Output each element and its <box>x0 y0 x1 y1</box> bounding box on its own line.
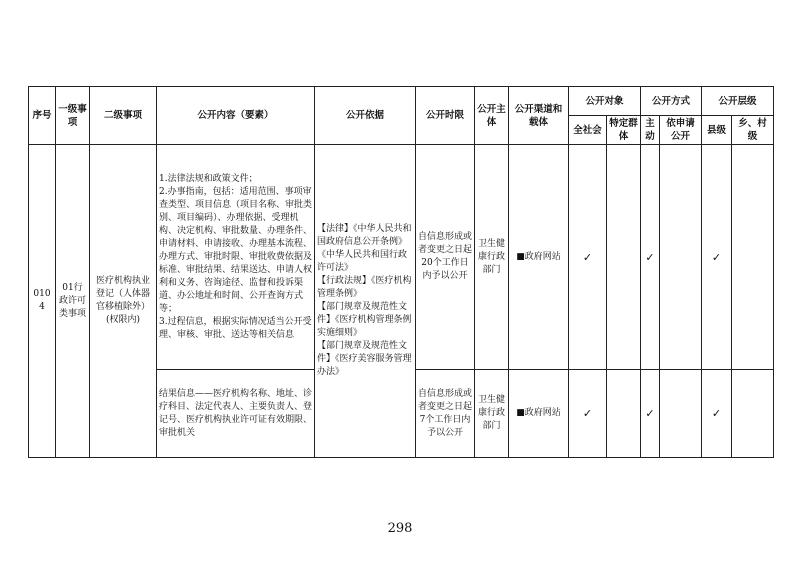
header-subject: 公开主体 <box>475 87 509 145</box>
cell-channel: ■政府网站 <box>509 145 569 370</box>
header-target-specific: 特定群体 <box>607 116 641 145</box>
cell-subject: 卫生健康行政部门 <box>475 145 509 370</box>
header-level: 公开层级 <box>702 87 774 116</box>
cell-apply <box>660 370 702 458</box>
cell-basis: 【法律】《中华人民共和国政府信息公开条例》《中华人民共和国行政许可法》 【行政法规】《医疗机构管理条例》 【部门规章及规范性文件】《医疗机构管理条例实施细则》 【部门规章及规范性文件】《医疗美容服务管理办法》 <box>315 145 416 458</box>
cell-specific <box>607 145 641 370</box>
header-time: 公开时限 <box>416 87 475 145</box>
page-number: 298 <box>387 521 413 536</box>
header-method-active: 主动 <box>641 116 660 145</box>
check-icon: ✓ <box>641 145 660 370</box>
table-row <box>29 145 774 370</box>
cell-time: 自信息形成或者变更之日起7个工作日内予以公开 <box>416 370 475 458</box>
header-target-all: 全社会 <box>569 116 607 145</box>
header-target: 公开对象 <box>569 87 641 116</box>
cell-content: 结果信息——医疗机构名称、地址、诊疗科目、法定代表人、主要负责人、登记号、医疗机构执业许可证有效期限、审批机关 <box>157 370 315 458</box>
cell-town <box>732 145 774 370</box>
cell-content: 1.法律法规和政策文件； 2.办事指南，包括：适用范围、事项审查类型、项目信息（项目名称、审批类别、项目编码）、办理依据、受理机 构、决定机构、审批数量、办理条件、申请材料、申请接收、办理基本流程、办理方式、审批时限、审批收费依据及标准、审批结果、结果送达、申请人权利和义务、咨询途径、监督和投诉渠道、办公地址和时间、公开查询方式等； 3.过程信息，根据实际情况适当公开受理、审核、审批、送达等相关信息 <box>157 145 315 370</box>
check-icon: ✓ <box>702 370 732 458</box>
header-row-1 <box>29 87 774 116</box>
header-level-county: 县级 <box>702 116 732 145</box>
cell-time: 自信息形成或者变更之日起20个工作日内予以公开 <box>416 145 475 370</box>
check-icon: ✓ <box>702 145 732 370</box>
header-method: 公开方式 <box>641 87 702 116</box>
cell-level2: 医疗机构执业登记（人体器官移植除外）(权限内) <box>90 145 157 458</box>
check-icon: ✓ <box>569 370 607 458</box>
header-seq: 序号 <box>29 87 56 145</box>
cell-seq: 0104 <box>29 145 56 458</box>
cell-level1: 01行政许可类事项 <box>56 145 90 458</box>
cell-apply <box>660 145 702 370</box>
header-level-town: 乡、村级 <box>732 116 774 145</box>
disclosure-table <box>28 86 774 458</box>
header-level2: 二级事项 <box>90 87 157 145</box>
header-channel: 公开渠道和载体 <box>509 87 569 145</box>
header-basis: 公开依据 <box>315 87 416 145</box>
cell-channel: ■政府网站 <box>509 370 569 458</box>
cell-town <box>732 370 774 458</box>
cell-specific <box>607 370 641 458</box>
check-icon: ✓ <box>569 145 607 370</box>
cell-subject: 卫生健康行政部门 <box>475 370 509 458</box>
header-level1: 一级事项 <box>56 87 90 145</box>
check-icon: ✓ <box>641 370 660 458</box>
header-content: 公开内容（要素） <box>157 87 315 145</box>
header-method-apply: 依申请公开 <box>660 116 702 145</box>
